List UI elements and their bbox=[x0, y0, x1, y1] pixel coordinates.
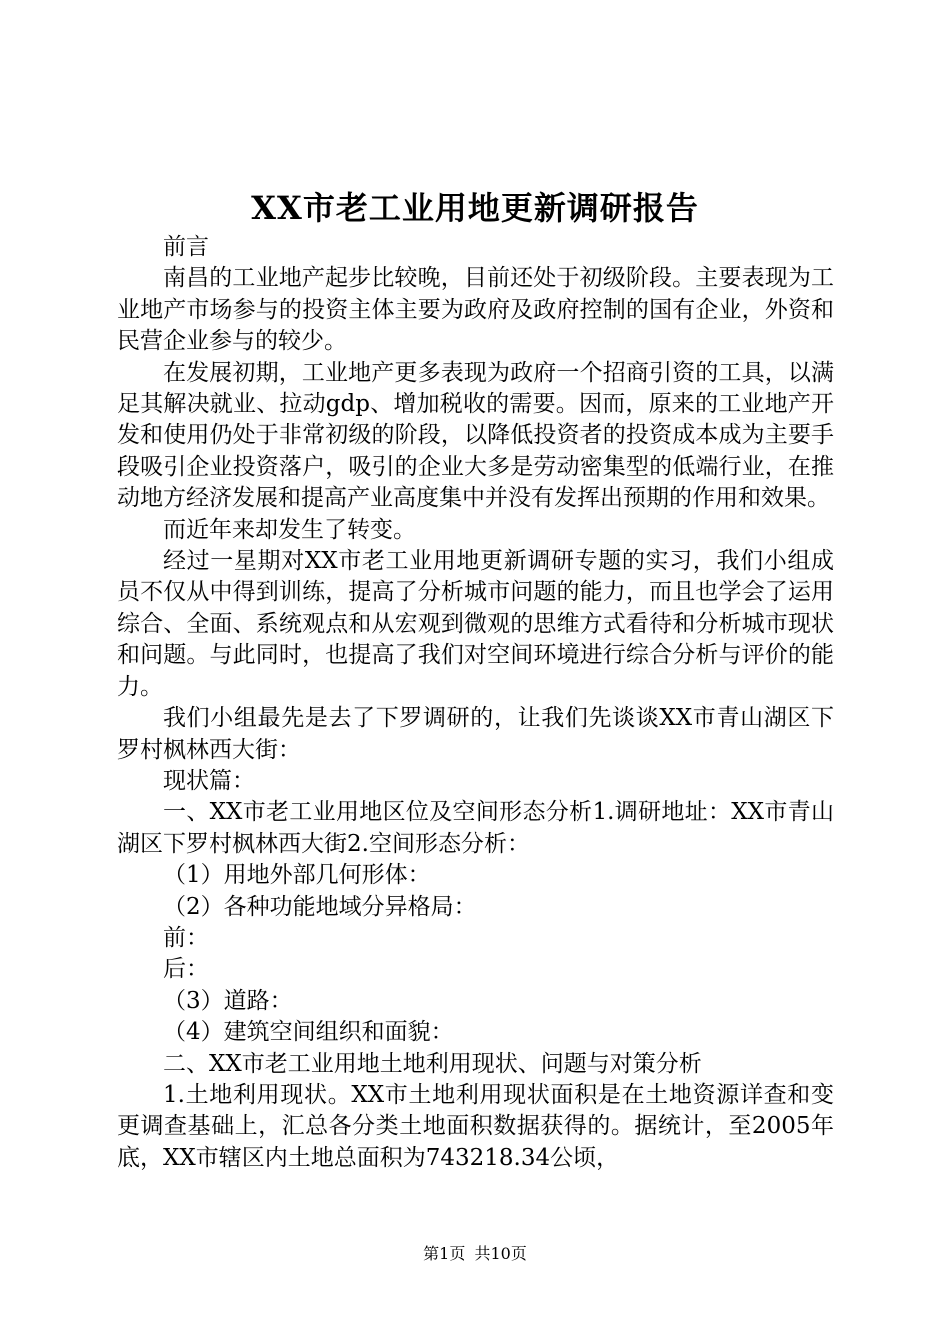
section-heading-status: 现状篇： bbox=[163, 767, 255, 794]
paragraph: 在发展初期，工业地产更多表现为政府一个招商引资的工具，以满足其解决就业、拉动gdp、增加税收的需要。因而，原来的工业地产开发和使用仍处于非常初级的阶段，以降低投资者的投资成本成为主要手段吸引企业投资落户，吸引的企业大多是劳动密集型的低端行业，在推动地方经济发展和提高产业高度集中并没有发挥出预期的作用和效果。 bbox=[117, 359, 834, 512]
paragraph: 我们小组最先是去了下罗调研的，让我们先谈谈XX市青山湖区下罗村枫林西大街： bbox=[117, 705, 834, 763]
section-heading: 二、XX市老工业用地土地利用现状、问题与对策分析 bbox=[163, 1050, 702, 1077]
section-heading: 一、XX市老工业用地区位及空间形态分析1.调研地址：XX市青山湖区下罗村枫林西大街2.空间形态分析： bbox=[117, 799, 834, 857]
paragraph: 南昌的工业地产起步比较晚，目前还处于初级阶段。主要表现为工业地产市场参与的投资主体主要为政府及政府控制的国有企业，外资和民营企业参与的较少。 bbox=[117, 265, 834, 355]
paragraph-preface-heading: 前言 bbox=[163, 234, 209, 260]
list-item: 后： bbox=[163, 956, 209, 983]
paragraph: 而近年来却发生了转变。 bbox=[163, 516, 416, 543]
paragraph: 经过一星期对XX市老工业用地更新调研专题的实习，我们小组成员不仅从中得到训练，提高了分析城市问题的能力，而且也学会了运用综合、全面、系统观点和从宏观到微观的思维方式看待和分析城市现状和问题。与此同时，也提高了我们对空间环境进行综合分析与评价的能力。 bbox=[117, 548, 834, 700]
list-item: （1）用地外部几何形体： bbox=[163, 862, 431, 889]
list-item: （2）各种功能地域分异格局： bbox=[163, 893, 477, 920]
paragraph: 1.土地利用现状。XX市土地利用现状面积是在土地资源详查和变更调查基础上，汇总各分类土地面积数据获得的。据统计，至2005年底，XX市辖区内土地总面积为743218.34公顷， bbox=[117, 1081, 834, 1171]
list-item: （3）道路： bbox=[163, 987, 293, 1014]
list-item: 前： bbox=[163, 924, 209, 951]
page-number: 第1页 bbox=[423, 1244, 466, 1263]
page-total: 共10页 bbox=[474, 1244, 527, 1263]
document-body bbox=[117, 232, 834, 1174]
page-footer bbox=[0, 1243, 950, 1265]
list-item: （4）建筑空间组织和面貌： bbox=[163, 1019, 454, 1046]
document-title: XX市老工业用地更新调研报告 bbox=[251, 189, 699, 227]
